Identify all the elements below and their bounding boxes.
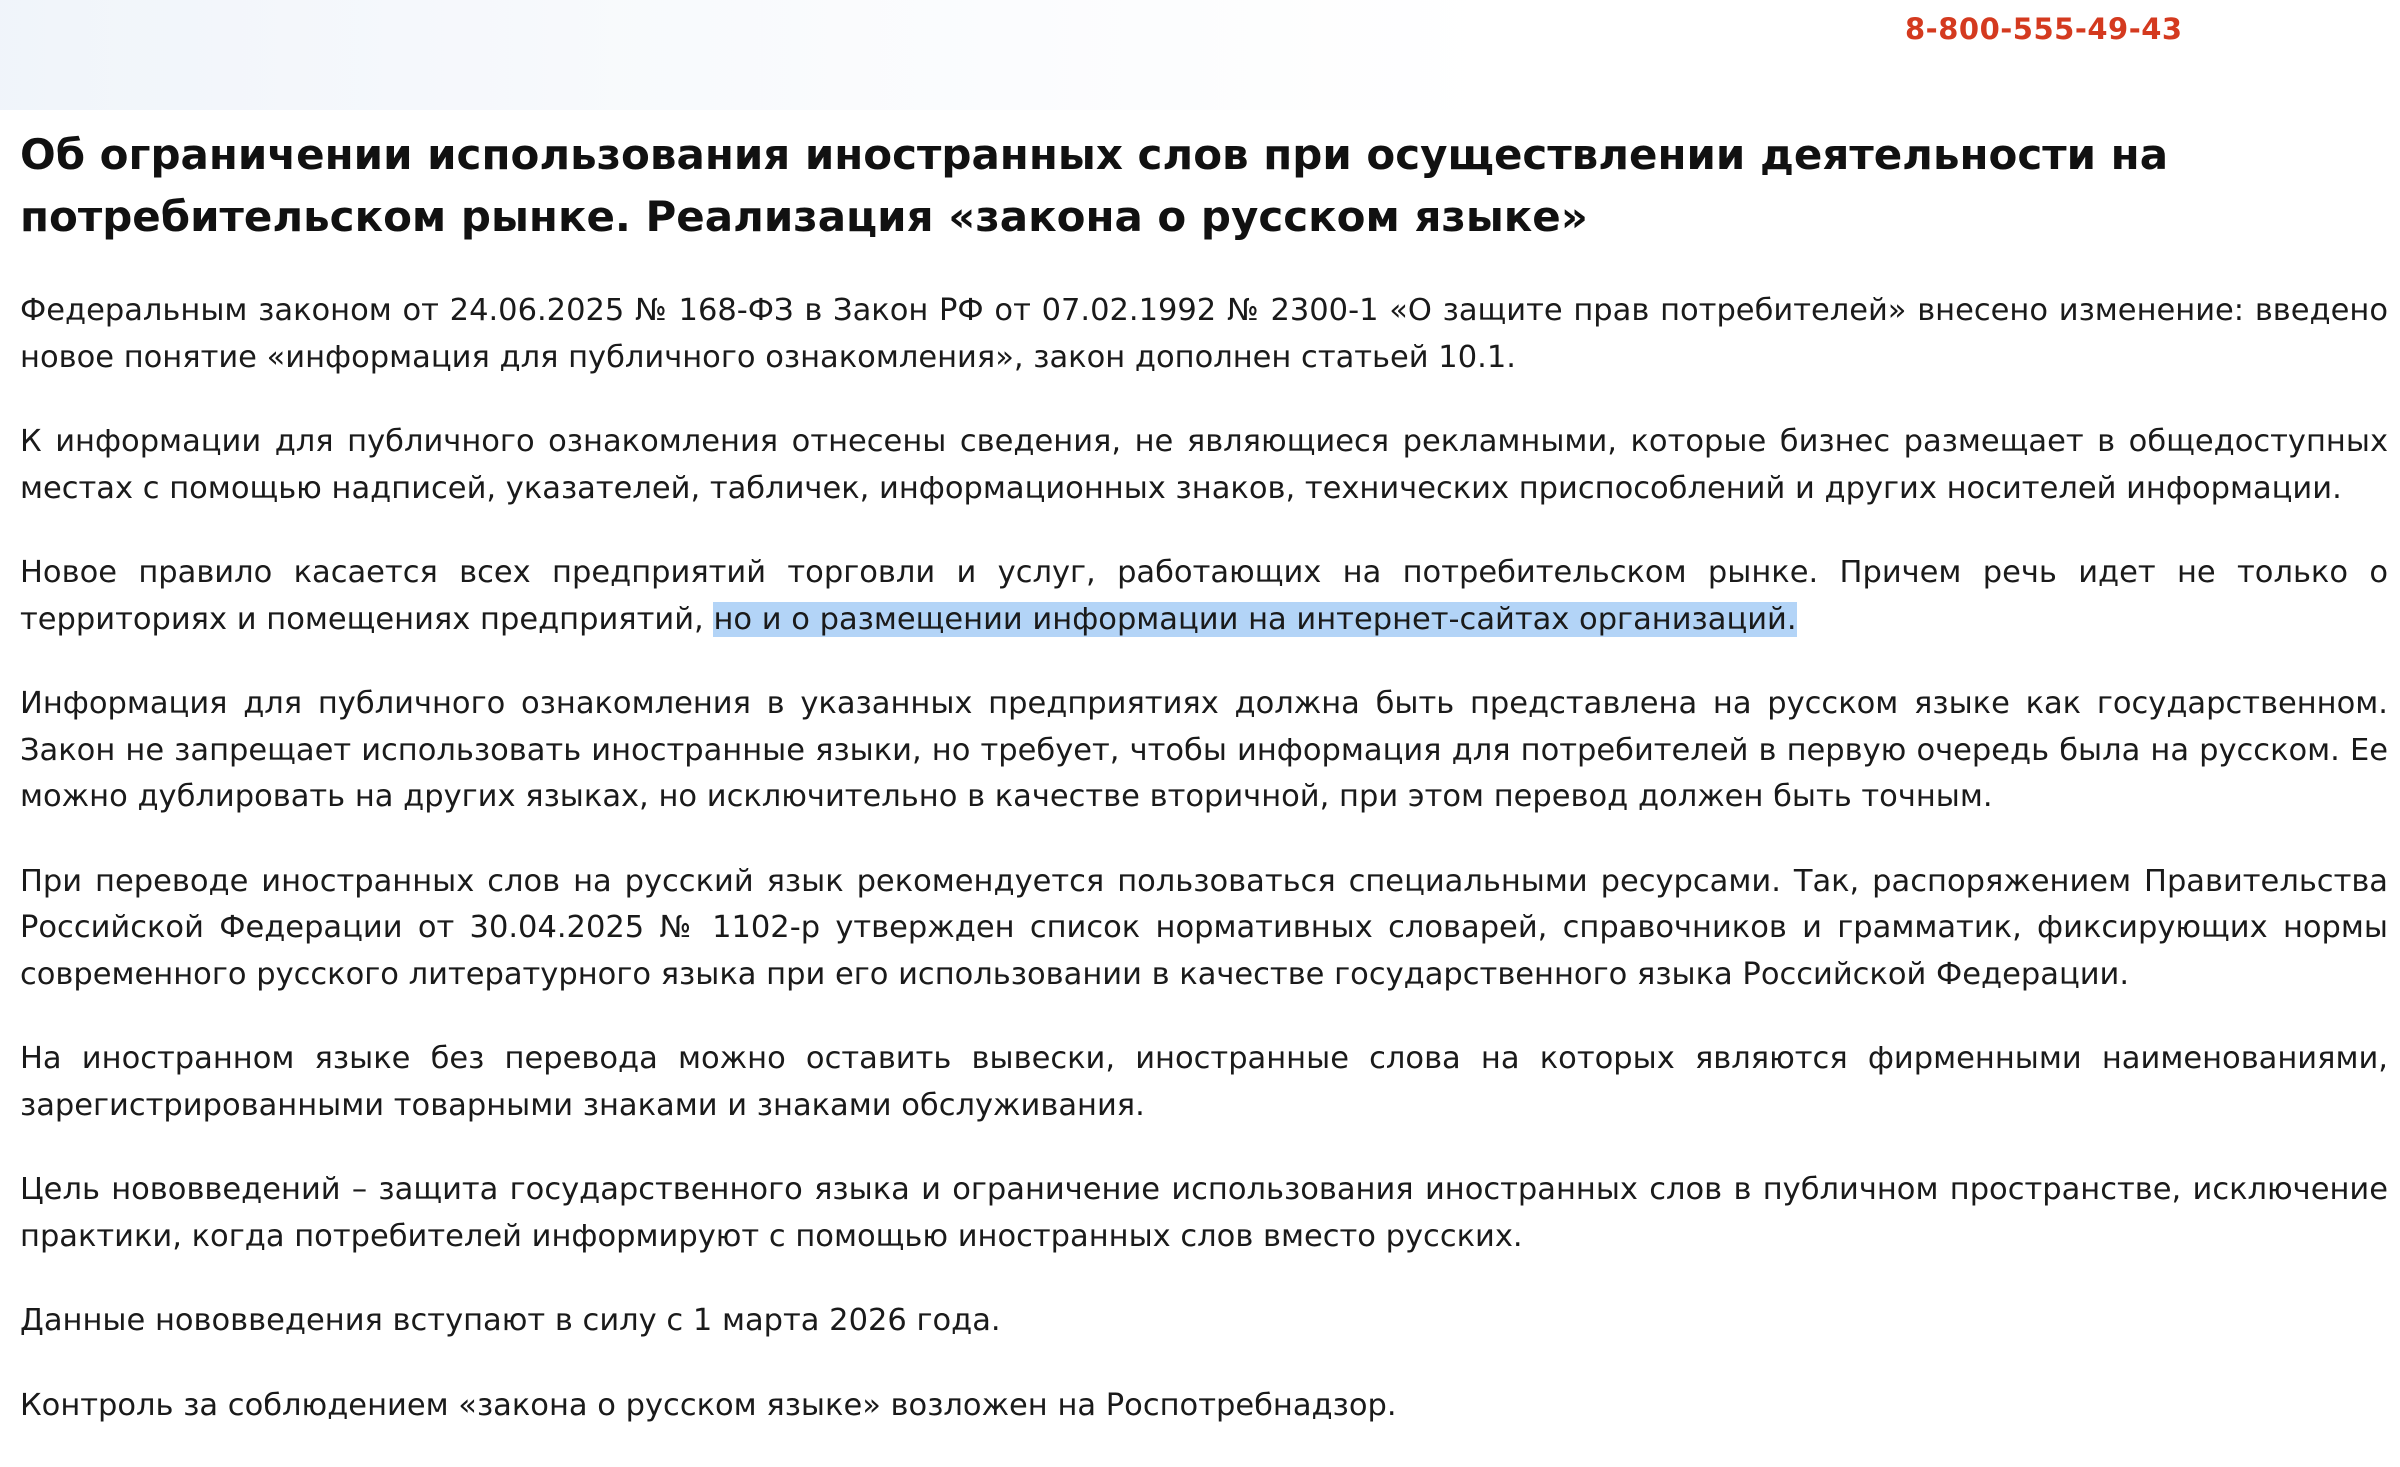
phone-link[interactable]: 8-800-555-49-43 [1905,12,2183,46]
article-paragraph: На иностранном языке без перевода можно оставить вывески, иностранные слова на которых являются фирменными наименованиями, зарегистрированными товарными знаками и знаками обслуживания. [20,1041,2388,1123]
article-paragraph [20,550,2388,643]
article-paragraph: Данные нововведения вступают в силу с 1 марта 2026 года. [20,1303,1001,1338]
article-paragraph: Цель нововведений – защита государственного языка и ограничение использования иностранных слов в публичном пространстве, исключение практики, когда потребителей информируют с помощью иностранных слов вместо русских. [20,1172,2388,1254]
article-paragraph: Федеральным законом от 24.06.2025 № 168-ФЗ в Закон РФ от 07.02.1992 № 2300-1 «О защите прав потребителей» внесено изменение: введено новое понятие «информация для публичного ознакомления», закон дополнен статьей 10.1. [20,293,2388,375]
article-paragraph: К информации для публичного ознакомления отнесены сведения, не являющиеся рекламными, которые бизнес размещает в общедоступных местах с помощью надписей, указателей, табличек, информационных знаков, технических приспособлений и других носителей информации. [20,424,2388,506]
selected-text: но и о размещении информации на интернет-сайтах организаций. [713,601,1797,637]
header-background [0,0,1500,110]
article-title: Об ограничении использования иностранных слов при осуществлении деятельности на потребительском рынке. Реализация «закона о русском языке» [20,130,2169,241]
article-paragraph: Информация для публичного ознакомления в указанных предприятиях должна быть представлена на русском языке как государственном. Закон не запрещает использовать иностранные языки, но требует, чтобы информация для потребителей в первую очередь была на русском. Ее можно дублировать на других языках, но исключительно в качестве вторичной, при этом перевод должен быть точным. [20,686,2388,814]
article-paragraph: При переводе иностранных слов на русский язык рекомендуется пользоваться специальными ресурсами. Так, распоряжением Правительства Российской Федерации от 30.04.2025 № 1102-р утвержден список нормативных словарей, справочников и грамматик, фиксирующих нормы современного русского литературного языка при его использовании в качестве государственного языка Российской Федерации. [20,863,2388,992]
article [20,124,2388,1467]
article-paragraph: Контроль за соблюдением «закона о русском языке» возложен на Роспотребнадзор. [20,1387,1397,1423]
paragraph-text: Новое правило касается всех предприятий торговли и услуг, работающих на потребительском рынке. Причем речь идет не только о территориях и помещениях предприятий, [20,555,2388,637]
